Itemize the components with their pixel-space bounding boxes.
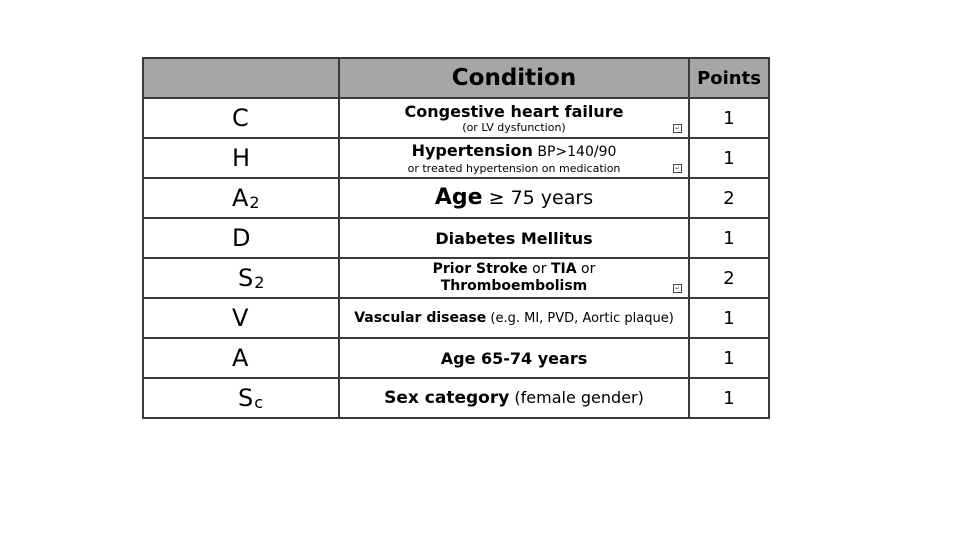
condition-bold: Congestive heart failure: [404, 102, 624, 121]
condition-detail: or: [576, 261, 596, 277]
table-row: [143, 178, 769, 218]
condition-bold-2: TIA: [550, 261, 577, 277]
points-cell: 2: [689, 178, 769, 218]
risk-letter: [143, 98, 339, 138]
letter-subscript: 2: [249, 193, 260, 212]
condition-detail: (female gender): [509, 388, 644, 407]
condition-cell: [339, 98, 689, 138]
condition-bold: Vascular disease: [354, 309, 487, 326]
table-row: [143, 218, 769, 258]
condition-note: or treated hypertension on medication: [407, 162, 621, 175]
condition-cell: [339, 258, 689, 298]
letter-subscript: 2: [254, 273, 265, 292]
points-cell: 1: [689, 378, 769, 418]
condition-bold: Prior Stroke: [432, 261, 528, 277]
condition-cell: [339, 378, 689, 418]
condition-cell: [339, 178, 689, 218]
letter-main: V: [232, 304, 249, 332]
header-condition: Condition: [339, 58, 689, 98]
letter-main: A: [232, 344, 249, 372]
condition-bold: Age 65-74 years: [440, 348, 588, 368]
points-cell: 1: [689, 338, 769, 378]
risk-letter: [143, 258, 339, 298]
condition-bold: Hypertension: [411, 141, 533, 160]
condition-connector: or: [527, 261, 551, 277]
condition-bold: Sex category: [384, 388, 510, 408]
condition-bold: Diabetes Mellitus: [435, 228, 593, 248]
header-letter-cell: [143, 58, 339, 98]
condition-note: (or LV dysfunction): [462, 121, 566, 134]
points-cell: 1: [689, 298, 769, 338]
condition-detail: ≥ 75 years: [482, 187, 594, 209]
table-row: [143, 298, 769, 338]
table-row: [143, 378, 769, 418]
condition-bold-3: Thromboembolism: [440, 278, 588, 294]
return-icon: ↵: [674, 285, 681, 292]
header-points: Points: [689, 58, 769, 98]
risk-letter: [143, 378, 339, 418]
return-icon: ↵: [674, 125, 681, 132]
letter-main: C: [232, 104, 249, 132]
points-cell: 1: [689, 218, 769, 258]
condition-cell: [339, 338, 689, 378]
letter-main: S: [238, 264, 254, 292]
table-row: [143, 138, 769, 178]
table-row: [143, 98, 769, 138]
points-cell: 1: [689, 138, 769, 178]
points-cell: 2: [689, 258, 769, 298]
letter-main: H: [232, 144, 251, 172]
cha2ds2-vasc-table: [142, 57, 770, 419]
letter-subscript: c: [254, 393, 264, 412]
condition-detail: (e.g. MI, PVD, Aortic plaque): [486, 310, 674, 326]
letter-main: D: [232, 224, 251, 252]
table-row: [143, 338, 769, 378]
table-row: [143, 258, 769, 298]
risk-letter: [143, 178, 339, 218]
risk-letter: [143, 338, 339, 378]
return-icon: ↵: [674, 165, 681, 172]
condition-detail: BP>140/90: [532, 144, 617, 160]
condition-bold: Age: [434, 185, 483, 210]
condition-cell: [339, 218, 689, 258]
condition-cell: [339, 298, 689, 338]
risk-letter: [143, 218, 339, 258]
condition-cell: [339, 138, 689, 178]
points-cell: 1: [689, 98, 769, 138]
letter-main: A: [232, 184, 249, 212]
letter-main: S: [238, 384, 254, 412]
risk-letter: [143, 138, 339, 178]
header-row: [143, 58, 769, 98]
risk-letter: [143, 298, 339, 338]
